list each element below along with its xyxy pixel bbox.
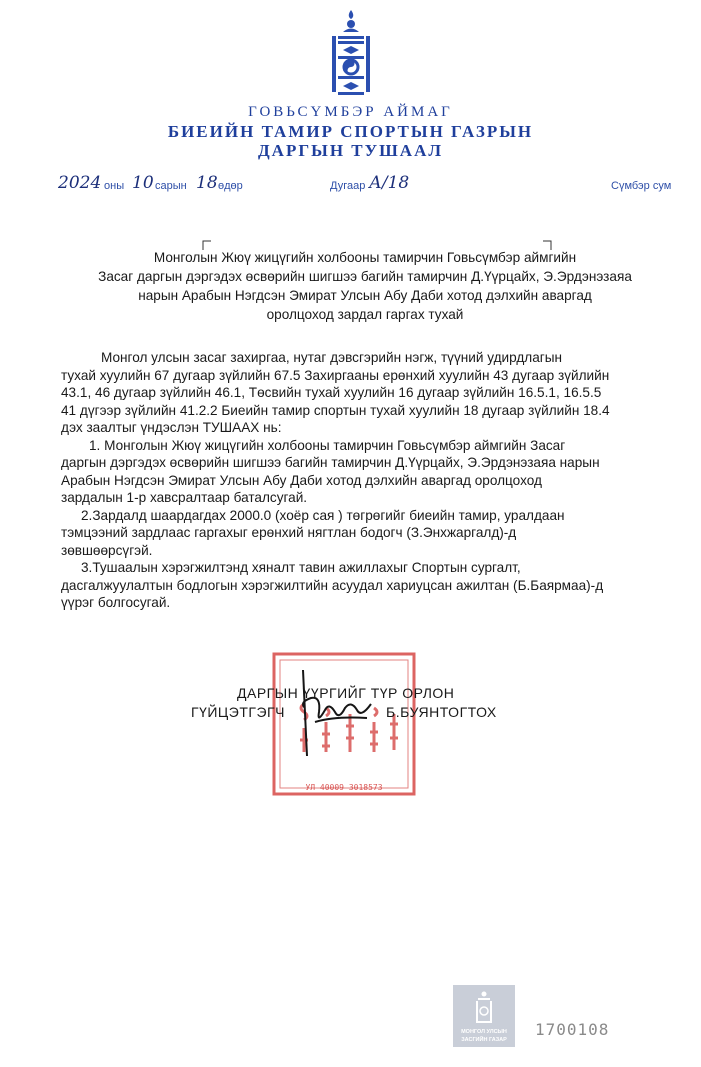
- preamble-line: тухай хуулийн 67 дугаар зүйлийн 67.5 Захиргааны ерөнхий хуулийн 43 дугаар зүйлийн: [61, 367, 610, 383]
- date-month-suffix: сарын: [155, 180, 187, 192]
- handwritten-signature: [275, 668, 385, 758]
- preamble-line: 43.1, 46 дугаар зүйлийн 46.1, Төсвийн тухай хуулийн 16 дугаар зүйлийн 16.5.1, 16.5.5: [61, 385, 602, 400]
- order-item-1-line: Арабын Нэгдсэн Эмират Улсын Абу Даби хотод дэлхийн аваргад оролцоход: [61, 472, 542, 488]
- preamble-line: 41 дүгээр зүйлийн 41.2.2 Биеийн тамир спортын тухай хуулийн 18 дугаар зүйлийн 18.4: [61, 402, 610, 418]
- preamble-line: Монгол улсын засаг захиргаа, нутаг дэвсгэрийн нэгж, түүний удирдлагын: [101, 350, 563, 365]
- title-line: оролцоход зардал гаргах тухай: [266, 307, 464, 322]
- date-month: 10: [132, 173, 154, 193]
- order-item-3-line: үүрэг болгосугай.: [61, 595, 171, 610]
- place-name: Сүмбэр сум: [611, 180, 672, 192]
- logo-caption-line2: ЗАСГИЙН ГАЗАР: [461, 1037, 507, 1043]
- soyombo-emblem-icon: [330, 10, 372, 98]
- document-serial: 1700108: [535, 1020, 610, 1039]
- signatory-role: ГҮЙЦЭТГЭГЧ: [191, 704, 285, 720]
- document-body: [61, 349, 681, 612]
- order-item-2-line: 2.Зардалд шаардагдах 2000.0 (хоёр сая ) төгрөгийг биеийн тамир, уралдаан: [81, 507, 565, 523]
- order-item-1-line: даргын дэргэдэх өсвөрийн шигшээ багийн тамирчин Д.Үүрцайх, Э.Эрдэнэзаяа нарын: [61, 455, 600, 470]
- stamp-id: УЛ 40009 3018573: [305, 783, 383, 792]
- signatory-title: ДАРГЫН ҮҮРГИЙГ ТҮР ОРЛОН: [237, 685, 455, 701]
- number-label: Дугаар: [330, 180, 366, 192]
- title-line: Засаг даргын дэргэдэх өсвөрийн шигшээ багийн тамирчин Д.Үүрцайх, Э.Эрдэнэзаяа: [98, 269, 632, 284]
- order-item-3-line: дасгалжуулалтын бодлогын хэрэгжилтийн асуудал хариуцсан ажилтан (Б.Баярмаа)-д: [61, 577, 604, 593]
- order-item-1-line: зардалын 1-р хавсралтаар баталсугай.: [61, 490, 308, 505]
- date-day: 18: [196, 173, 218, 193]
- header-org-name: БИЕИЙН ТАМИР СПОРТЫН ГАЗРЫН: [167, 122, 534, 141]
- document-title: [60, 248, 670, 324]
- order-item-3-line: 3.Тушаалын хэрэгжилтэнд хяналт тавин ажиллахыг Спортын сургалт,: [81, 560, 521, 575]
- order-item-1-line: 1. Монголын Жюү жицүгийн холбооны тамирчин Говьсүмбэр аймгийн Засаг: [89, 437, 566, 453]
- title-line: нарын Арабын Нэгдсэн Эмират Улсын Абу Даби хотод дэлхийн аваргад: [138, 288, 592, 303]
- logo-caption-line1: МОНГОЛ УЛСЫН: [461, 1029, 507, 1035]
- preamble-line: дэх заалтыг үндэслэн ТУШААХ нь:: [61, 420, 282, 435]
- date-year: 2024: [58, 173, 102, 193]
- header-org-region: ГОВЬСҮМБЭР АЙМАГ: [248, 104, 453, 120]
- soyombo-small-icon: [476, 991, 492, 1025]
- signatory-name: Б.БУЯНТОГТОХ: [386, 704, 497, 720]
- order-number: А/18: [369, 173, 410, 193]
- order-item-2-line: тэмцээний зардлаас гаргахыг ерөнхий нягтлан бодогч (З.Энхжаргалд)-д: [61, 525, 517, 540]
- header-doc-type: ДАРГЫН ТУШААЛ: [257, 141, 444, 160]
- order-item-2-line: зөвшөөрсүгэй.: [61, 542, 153, 558]
- title-line: Монголын Жюү жицүгийн холбооны тамирчин Говьсүмбэр аймгийн: [153, 250, 577, 265]
- date-year-suffix: оны: [104, 180, 125, 192]
- government-logo: [453, 985, 515, 1047]
- date-day-suffix: өдөр: [218, 180, 243, 192]
